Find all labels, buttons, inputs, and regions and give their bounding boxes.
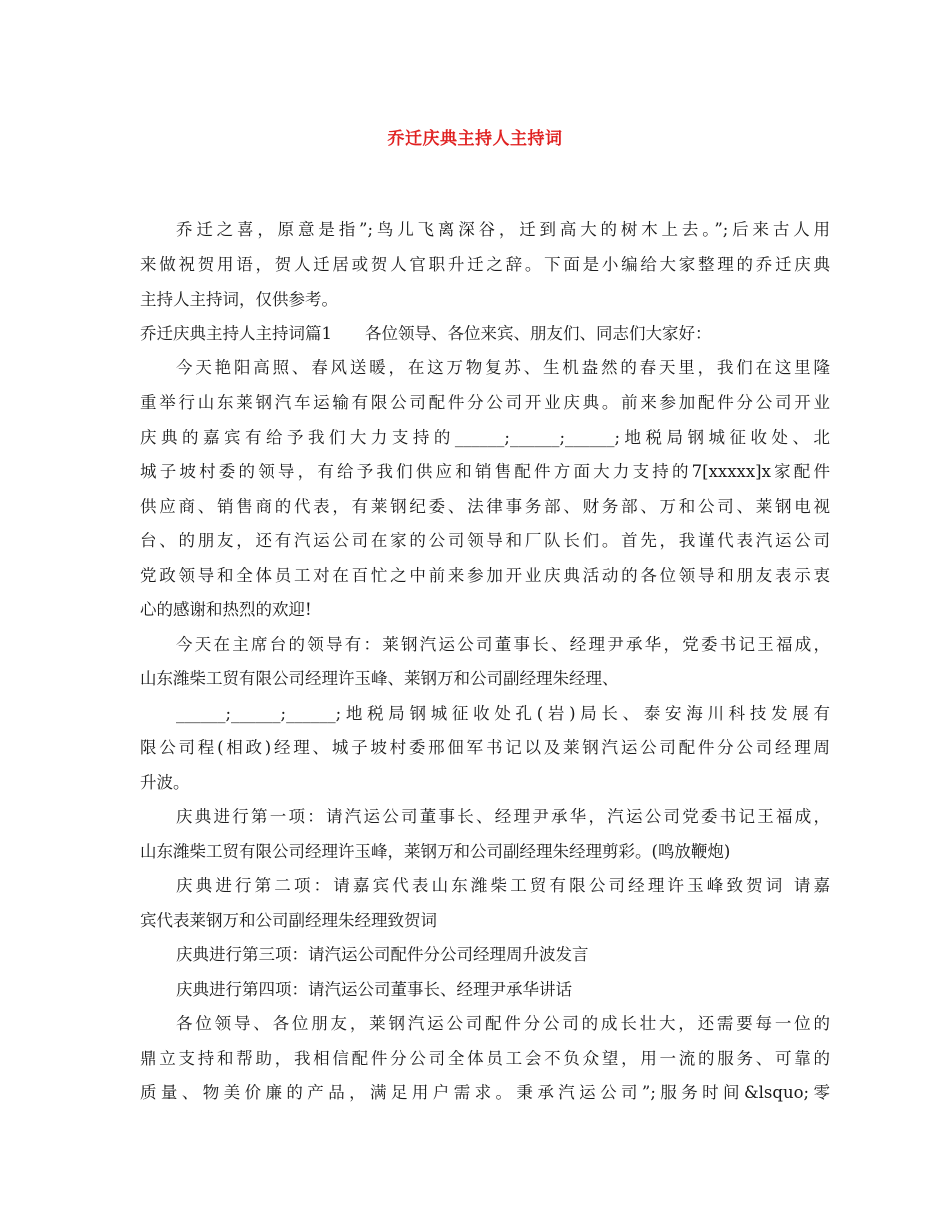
text-line: ______;______;______;地税局钢城征收处孔(岩)局长、泰安海川科技发展有 bbox=[176, 704, 830, 723]
text-line: 心的感谢和热烈的欢迎! bbox=[140, 600, 312, 619]
text-line: 乔迁之喜，原意是指”;鸟儿飞离深谷，迁到高大的树木上去。”;后来古人用 bbox=[176, 220, 830, 239]
text-line: 今天艳阳高照、春风送暖，在这万物复苏、生机盎然的春天里，我们在这里隆 bbox=[176, 358, 830, 377]
document-title: 乔迁庆典主持人主持词 bbox=[387, 129, 563, 149]
text-line: 庆典进行第二项：请嘉宾代表山东潍柴工贸有限公司经理许玉峰致贺词 请嘉 bbox=[176, 876, 830, 895]
text-line: 重举行山东莱钢汽车运输有限公司配件分公司开业庆典。前来参加配件分公司开业 bbox=[140, 393, 830, 412]
text-line: 鼎立支持和帮助，我相信配件分公司全体员工会不负众望，用一流的服务、可靠的 bbox=[140, 1049, 830, 1068]
text-line: 山东潍柴工贸有限公司经理许玉峰，莱钢万和公司副经理朱经理剪彩。(鸣放鞭炮) bbox=[140, 842, 731, 861]
text-line: 升波。 bbox=[140, 773, 190, 792]
text-line: 来做祝贺用语，贺人迁居或贺人官职升迁之辞。下面是小编给大家整理的乔迁庆典 bbox=[140, 255, 830, 274]
text-line: 主持人主持词，仅供参考。 bbox=[140, 290, 338, 309]
text-line: 庆典进行第四项：请汽运公司董事长、经理尹承华讲话 bbox=[176, 980, 572, 999]
text-line: 庆典的嘉宾有给予我们大力支持的______;______;______;地税局钢城征收处、北 bbox=[140, 428, 830, 447]
text-line: 今天在主席台的领导有：莱钢汽运公司董事长、经理尹承华，党委书记王福成， bbox=[176, 635, 830, 654]
text-line: 山东潍柴工贸有限公司经理许玉峰、莱钢万和公司副经理朱经理、 bbox=[140, 669, 619, 688]
text-line: 台、的朋友，还有汽运公司在家的公司领导和厂队长们。首先，我谨代表汽运公司 bbox=[140, 531, 830, 550]
text-line: 供应商、销售商的代表，有莱钢纪委、法律事务部、财务部、万和公司、莱钢电视 bbox=[140, 497, 830, 516]
text-line: 乔迁庆典主持人主持词篇1 各位领导、各位来宾、朋友们、同志们大家好： bbox=[140, 324, 712, 343]
text-line: 党政领导和全体员工对在百忙之中前来参加开业庆典活动的各位领导和朋友表示衷 bbox=[140, 566, 830, 585]
text-line: 宾代表莱钢万和公司副经理朱经理致贺词 bbox=[140, 911, 437, 930]
text-line: 庆典进行第三项：请汽运公司配件分公司经理周升波发言 bbox=[176, 945, 589, 964]
text-line: 庆典进行第一项：请汽运公司董事长、经理尹承华，汽运公司党委书记王福成， bbox=[176, 807, 830, 826]
text-line: 限公司程(相政)经理、城子坡村委邢佃军书记以及莱钢汽运公司配件分公司经理周 bbox=[140, 738, 830, 757]
text-line: 城子坡村委的领导，有给予我们供应和销售配件方面大力支持的7[xxxxx]x家配件 bbox=[140, 462, 830, 481]
text-line: 质量、物美价廉的产品，满足用户需求。秉承汽运公司”;服务时间&lsquo;零 bbox=[140, 1083, 830, 1102]
text-line: 各位领导、各位朋友，莱钢汽运公司配件分公司的成长壮大，还需要每一位的 bbox=[176, 1014, 830, 1033]
